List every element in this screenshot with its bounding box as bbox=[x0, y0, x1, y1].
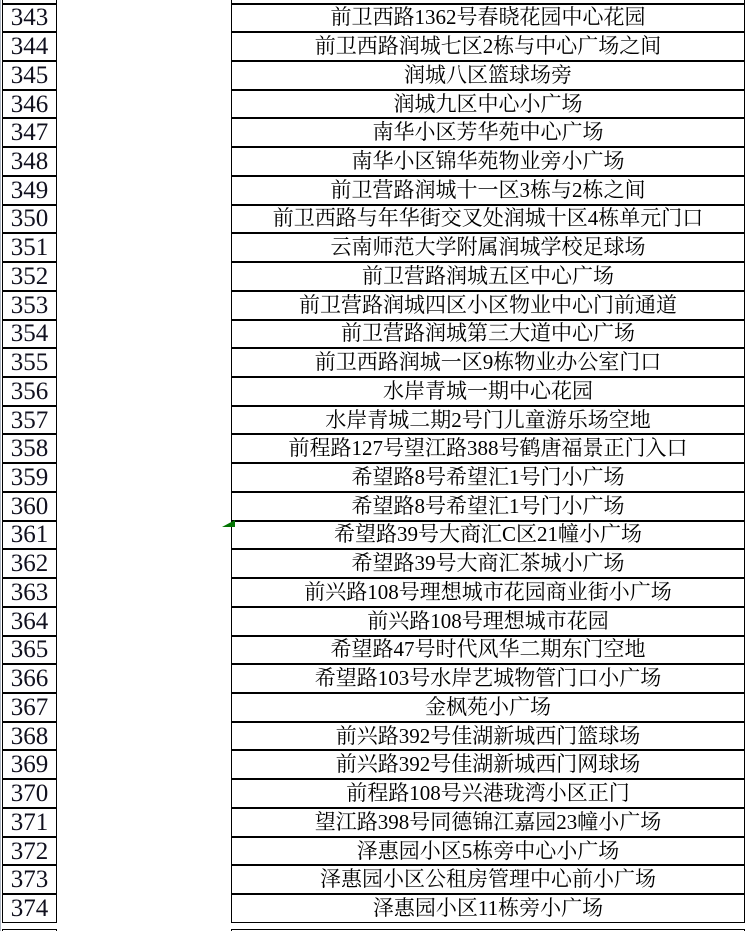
location-text: 希望路8号希望汇1号门小广场 bbox=[351, 465, 625, 490]
row-number-text: 348 bbox=[10, 148, 49, 175]
row-number-text: 360 bbox=[10, 492, 49, 520]
table-row bbox=[0, 262, 749, 291]
row-number-text: 373 bbox=[10, 866, 49, 894]
table-row bbox=[0, 521, 749, 550]
row-number-text: 368 bbox=[10, 722, 49, 750]
location-text: 希望路47号时代风华二期东门空地 bbox=[330, 637, 646, 662]
table-row bbox=[0, 463, 749, 492]
table-row bbox=[0, 894, 749, 923]
row-number-text: 349 bbox=[10, 176, 49, 204]
location-text: 望江路398号同德锦江嘉园23幢小广场 bbox=[314, 809, 662, 834]
table-row bbox=[0, 837, 749, 866]
location-text: 前卫西路润城七区2栋与中心广场之间 bbox=[314, 34, 662, 59]
table-row bbox=[0, 750, 749, 779]
row-number-cell[interactable] bbox=[2, 549, 57, 578]
location-text: 希望路103号水岸艺城物管门口小广场 bbox=[314, 666, 662, 691]
row-number-text: 344 bbox=[10, 33, 49, 61]
row-number-cell[interactable] bbox=[2, 722, 57, 751]
location-cell[interactable] bbox=[231, 118, 745, 147]
row-number-text: 367 bbox=[10, 693, 49, 721]
row-number-cell[interactable] bbox=[2, 4, 57, 33]
table-row bbox=[0, 90, 749, 119]
location-text: 前程路127号望江路388号鹤唐福景正门入口 bbox=[288, 436, 688, 461]
location-cell[interactable] bbox=[231, 406, 745, 435]
location-text: 希望路39号大商汇C区21幢小广场 bbox=[333, 522, 642, 547]
row-number-cell[interactable] bbox=[2, 894, 57, 923]
location-cell[interactable] bbox=[231, 61, 745, 90]
location-text: 前兴路108号理想城市花园 bbox=[367, 608, 609, 633]
location-cell[interactable] bbox=[231, 492, 745, 521]
row-number-text: 372 bbox=[10, 837, 49, 865]
row-number-cell[interactable] bbox=[2, 176, 57, 205]
location-text: 润城八区篮球场旁 bbox=[404, 62, 572, 87]
location-cell[interactable] bbox=[231, 32, 745, 61]
row-number-cell[interactable] bbox=[2, 90, 57, 119]
row-number-text: 352 bbox=[10, 262, 49, 290]
table-row bbox=[0, 578, 749, 607]
row-number-cell[interactable] bbox=[2, 118, 57, 147]
location-cell[interactable] bbox=[231, 434, 745, 463]
row-number-cell[interactable] bbox=[2, 434, 57, 463]
row-number-text: 364 bbox=[10, 607, 49, 635]
table-row bbox=[0, 664, 749, 693]
location-text: 前兴路392号佳湖新城西门网球场 bbox=[335, 752, 641, 777]
row-number-cell[interactable] bbox=[2, 578, 57, 607]
table-row bbox=[0, 118, 749, 147]
row-number-cell[interactable] bbox=[2, 377, 57, 406]
table-row bbox=[0, 61, 749, 90]
row-number-text: 358 bbox=[10, 435, 49, 463]
row-number-text: 345 bbox=[10, 61, 49, 89]
location-cell[interactable] bbox=[231, 837, 745, 866]
location-text: 前卫营路润城四区小区物业中心门前通道 bbox=[299, 292, 677, 317]
row-number-cell[interactable] bbox=[2, 607, 57, 636]
location-text: 前卫营路润城第三大道中心广场 bbox=[341, 321, 635, 346]
location-text: 前卫营路润城十一区3栋与2栋之间 bbox=[330, 177, 646, 202]
row-number-text: 363 bbox=[10, 578, 49, 606]
location-cell[interactable] bbox=[231, 262, 745, 291]
location-cell[interactable] bbox=[231, 578, 745, 607]
location-text: 泽惠园小区5栋旁中心小广场 bbox=[356, 838, 620, 863]
location-text: 前程路108号兴港珑湾小区正门 bbox=[346, 781, 630, 806]
table-row bbox=[0, 320, 749, 349]
row-number-text: 371 bbox=[10, 808, 49, 836]
location-cell[interactable] bbox=[231, 4, 745, 33]
location-text: 南华小区锦华苑物业旁小广场 bbox=[351, 149, 625, 173]
row-number-text: 370 bbox=[10, 780, 49, 808]
table-row bbox=[0, 176, 749, 205]
row-number-cell[interactable] bbox=[2, 664, 57, 693]
table-row bbox=[0, 32, 749, 61]
error-indicator-triangle-icon bbox=[222, 520, 235, 527]
table-row bbox=[0, 434, 749, 463]
location-cell[interactable] bbox=[231, 636, 745, 665]
location-cell[interactable] bbox=[231, 90, 745, 119]
location-cell[interactable] bbox=[231, 521, 745, 550]
location-cell[interactable] bbox=[231, 291, 745, 320]
row-number-cell[interactable] bbox=[2, 61, 57, 90]
location-text: 水岸青城一期中心花园 bbox=[383, 378, 593, 403]
row-number-cell[interactable] bbox=[2, 147, 57, 176]
row-number-text: 353 bbox=[10, 291, 49, 319]
row-number-cell[interactable] bbox=[2, 492, 57, 521]
table-row bbox=[0, 549, 749, 578]
location-cell[interactable] bbox=[231, 722, 745, 751]
location-text: 希望路39号大商汇茶城小广场 bbox=[351, 551, 625, 576]
row-number-text: 365 bbox=[10, 636, 49, 664]
location-cell[interactable] bbox=[231, 348, 745, 377]
row-number-text: 359 bbox=[10, 464, 49, 492]
location-cell[interactable] bbox=[231, 750, 745, 779]
row-number-cell[interactable] bbox=[2, 636, 57, 665]
row-number-cell[interactable] bbox=[2, 779, 57, 808]
row-number-cell[interactable] bbox=[2, 291, 57, 320]
location-cell[interactable] bbox=[231, 894, 745, 923]
location-text: 前兴路392号佳湖新城西门篮球场 bbox=[335, 723, 641, 748]
row-number-cell[interactable] bbox=[2, 348, 57, 377]
row-number-text: 356 bbox=[10, 377, 49, 405]
row-number-cell[interactable] bbox=[2, 205, 57, 234]
table-row bbox=[0, 607, 749, 636]
location-cell[interactable] bbox=[231, 147, 745, 176]
row-number-cell[interactable] bbox=[2, 463, 57, 492]
location-text: 前卫西路润城一区9栋物业办公室门口 bbox=[314, 350, 662, 375]
table-row bbox=[0, 808, 749, 837]
row-number-text: 374 bbox=[10, 894, 49, 922]
row-number-cell[interactable] bbox=[2, 320, 57, 349]
row-number-cell[interactable] bbox=[2, 233, 57, 262]
table-row bbox=[0, 147, 749, 176]
row-number-text: 346 bbox=[10, 90, 49, 118]
location-cell[interactable] bbox=[231, 693, 745, 722]
location-text: 希望路8号希望汇1号门小广场 bbox=[351, 493, 625, 518]
location-cell[interactable] bbox=[231, 779, 745, 808]
table-row bbox=[0, 693, 749, 722]
location-text: 润城九区中心小广场 bbox=[393, 91, 583, 116]
row-number-text: 354 bbox=[10, 320, 49, 348]
row-number-text: 343 bbox=[10, 4, 49, 32]
table-row bbox=[0, 377, 749, 406]
table-row bbox=[0, 205, 749, 234]
row-number-text: 361 bbox=[10, 521, 49, 549]
location-text: 水岸青城二期2号门儿童游乐场空地 bbox=[325, 407, 651, 432]
table-row bbox=[0, 233, 749, 262]
row-number-cell[interactable] bbox=[2, 693, 57, 722]
row-number-cell[interactable] bbox=[2, 865, 57, 894]
table-row bbox=[0, 4, 749, 33]
table-row bbox=[0, 492, 749, 521]
row-number-cell[interactable] bbox=[2, 406, 57, 435]
row-number-cell[interactable] bbox=[2, 837, 57, 866]
location-text: 前卫营路润城五区中心广场 bbox=[362, 263, 614, 288]
row-number-text: 347 bbox=[10, 119, 49, 147]
table-row bbox=[0, 636, 749, 665]
location-text: 金枫苑小广场 bbox=[425, 694, 551, 719]
location-text: 云南师范大学附属润城学校足球场 bbox=[330, 235, 646, 260]
location-text: 前兴路108号理想城市花园商业街小广场 bbox=[304, 579, 672, 604]
table-row bbox=[0, 865, 749, 894]
row-number-text: 357 bbox=[10, 406, 49, 434]
location-cell[interactable] bbox=[231, 176, 745, 205]
location-text: 前卫西路1362号春晓花园中心花园 bbox=[330, 5, 646, 30]
location-cell[interactable] bbox=[231, 664, 745, 693]
row-number-text: 351 bbox=[10, 234, 49, 262]
row-number-cell[interactable] bbox=[2, 262, 57, 291]
location-text: 泽惠园小区公租房管理中心前小广场 bbox=[320, 867, 656, 892]
table-row bbox=[0, 291, 749, 320]
row-number-text: 362 bbox=[10, 550, 49, 578]
location-cell[interactable] bbox=[231, 320, 745, 349]
location-cell[interactable] bbox=[231, 865, 745, 894]
table-row bbox=[0, 406, 749, 435]
row-number-text: 355 bbox=[10, 349, 49, 377]
location-text: 南华小区芳华苑中心广场 bbox=[372, 120, 604, 145]
location-text: 泽惠园小区11栋旁小广场 bbox=[372, 895, 604, 920]
table-row bbox=[0, 779, 749, 808]
location-cell[interactable] bbox=[231, 377, 745, 406]
row-number-cell[interactable] bbox=[2, 808, 57, 837]
table-row bbox=[0, 348, 749, 377]
location-text: 前卫西路与年华街交叉处润城十区4栋单元门口 bbox=[272, 206, 704, 231]
location-cell[interactable] bbox=[231, 808, 745, 837]
row-number-text: 350 bbox=[10, 205, 49, 233]
location-cell[interactable] bbox=[231, 233, 745, 262]
row-number-cell[interactable] bbox=[2, 32, 57, 61]
row-number-text: 366 bbox=[10, 665, 49, 693]
table-row bbox=[0, 722, 749, 751]
location-cell[interactable] bbox=[231, 549, 745, 578]
row-number-text: 369 bbox=[10, 751, 49, 779]
location-cell[interactable] bbox=[231, 463, 745, 492]
location-cell[interactable] bbox=[231, 205, 745, 234]
row-number-cell[interactable] bbox=[2, 750, 57, 779]
location-cell[interactable] bbox=[231, 607, 745, 636]
row-number-cell[interactable] bbox=[2, 521, 57, 550]
